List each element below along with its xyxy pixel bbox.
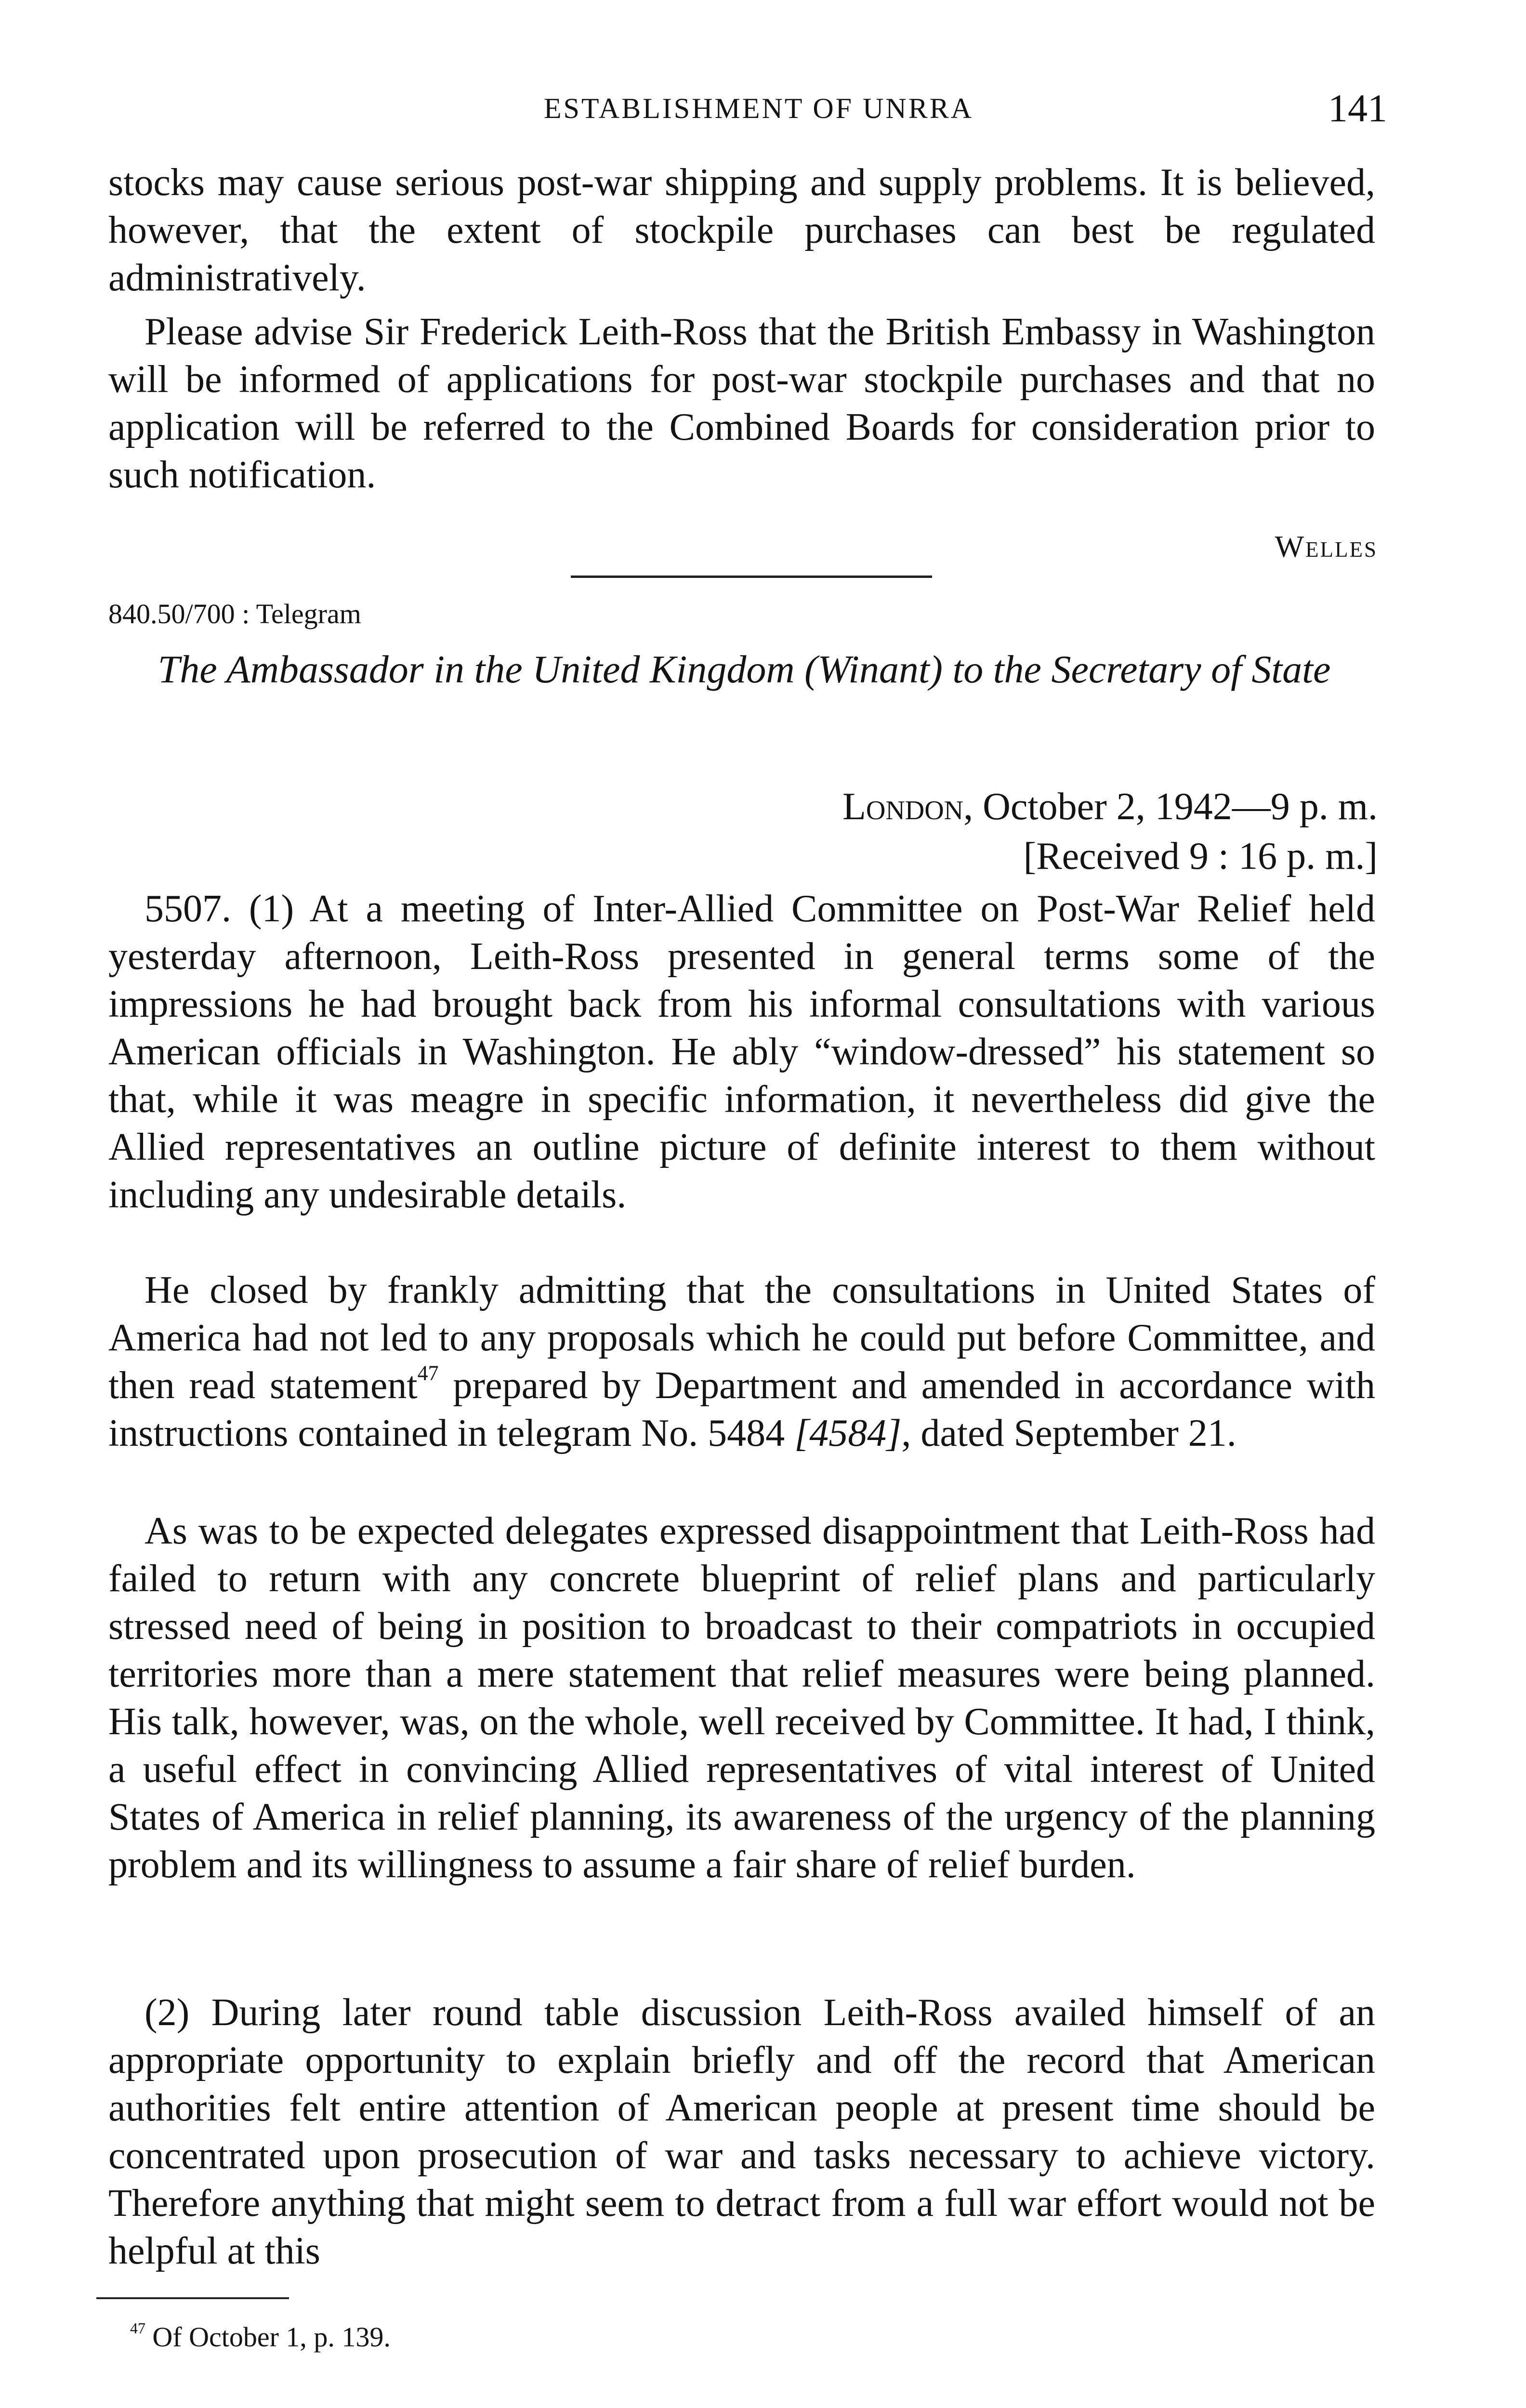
dateline-place: London,	[842, 785, 973, 828]
paragraph-2-text-b: prepared by Department and amended in accordance with instructions contained in telegram No. 5484	[108, 1364, 1376, 1454]
paragraph-2-text-a: He closed by frankly admitting that the consultations in United States of America had not led to any proposals which he could put before Committee, and then read statement	[108, 1269, 1375, 1407]
footnote-text: Of October 1, p. 139.	[145, 2321, 391, 2353]
footnote	[130, 2316, 391, 2359]
page-number: 141	[1328, 86, 1387, 130]
signature-welles	[1060, 523, 1378, 571]
footnote-reference: 47	[417, 1361, 439, 1385]
continuation-paragraph: stocks may cause serious post-war shipping and supply problems. It is believed, however, that the extent of stockpile purchases can best be regulated administratively.	[108, 161, 1375, 299]
telegram-paragraph-3: As was to be expected delegates expressed disappointment that Leith-Ross had failed to return with any concrete blueprint of relief plans and particularly stressed need of being in position to broadcast to their compatriots in occupied territories more than a mere statement that relief measures were being planned. His talk, however, was, on the whole, well received by Committee. It had, I think, a useful effect in convincing Allied representatives of vital interest of United States of America in relief planning, its awareness of the urgency of the planning problem and its willingness to assume a fair share of relief burden.	[108, 1510, 1375, 1886]
paragraph-2-text-c: , dated September 21.	[901, 1412, 1237, 1454]
telegram-number-correction: [4584]	[794, 1412, 902, 1454]
section-divider	[571, 576, 932, 578]
document-title: The Ambassador in the United Kingdom (Winant) to the Secretary of State	[158, 647, 1331, 691]
dateline	[674, 783, 1378, 831]
file-reference: 840.50/700 : Telegram	[108, 598, 361, 629]
telegram-paragraph-4: (2) During later round table discussion Leith-Ross availed himself of an appropriate opportunity to explain briefly and off the record that American authorities felt entire attention of American people at present time should be concentrated upon prosecution of war and tasks necessary to achieve victory. Therefore anything that might seem to detract from a full war effort would not be helpful at this	[108, 1991, 1375, 2272]
signature-text: Welles	[1275, 529, 1378, 563]
footnote-marker: 47	[130, 2319, 145, 2337]
footnote-rule	[96, 2297, 289, 2299]
telegram-paragraph-2	[108, 1267, 1375, 1457]
instruction-paragraph: Please advise Sir Frederick Leith-Ross that the British Embassy in Washington will be informed of applications for post-war stockpile purchases and that no application will be referred to the Combined Boards for consideration prior to such notification.	[108, 311, 1375, 496]
dateline-date: October 2, 1942—9 p. m.	[983, 785, 1378, 828]
running-title: ESTABLISHMENT OF UNRRA	[543, 92, 974, 124]
received-time: [Received 9 : 16 p. m.]	[1023, 835, 1378, 877]
telegram-paragraph-1: 5507. (1) At a meeting of Inter-Allied Committee on Post-War Relief held yesterday afternoon, Leith-Ross presented in general terms some of the impressions he had brought back from his informal consultations with various American officials in Washington. He ably “window-dressed” his statement so that, while it was meagre in specific information, it nevertheless did give the Allied representatives an outline picture of definite interest to them without including any undesirable details.	[108, 888, 1375, 1216]
